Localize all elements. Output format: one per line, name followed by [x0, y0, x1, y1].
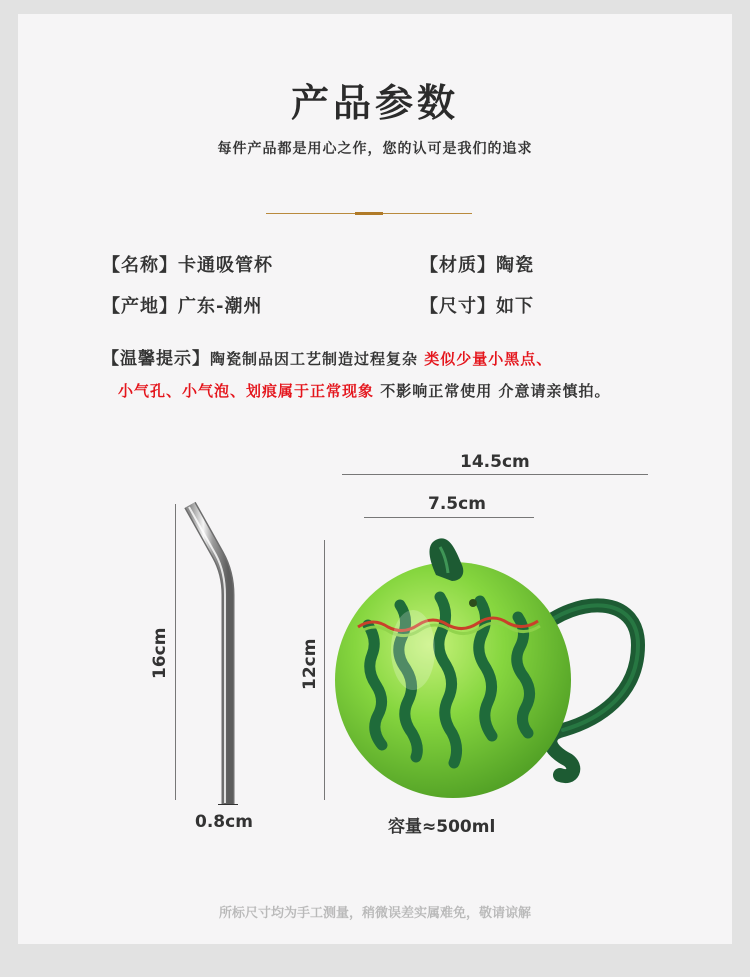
notice-red-1: 类似少量小黑点、	[424, 350, 553, 368]
notice-red-2: 小气孔、小气泡、划痕属于正常现象	[118, 382, 375, 400]
spec-size: 【尺寸】如下	[420, 296, 534, 317]
notice-line-2	[118, 380, 610, 401]
dimension-total-width: 14.5cm	[460, 452, 530, 472]
notice-text-2: 不影响正常使用 介意请亲慎拍。	[380, 382, 611, 400]
cup-height-line	[324, 540, 325, 800]
notice-label: 【温馨提示】	[102, 349, 210, 369]
straw-diameter-marker	[218, 804, 238, 805]
total-width-line	[342, 474, 648, 475]
notice-text-1: 陶瓷制品因工艺制造过程复杂	[210, 350, 419, 368]
straw-illustration	[170, 495, 260, 815]
dimension-straw-length: 16cm	[150, 627, 170, 679]
watermelon-cup-illustration	[328, 535, 658, 805]
cup-width-line	[364, 517, 534, 518]
dimension-cup-height: 12cm	[300, 638, 320, 690]
footer-note: 所标尺寸均为手工测量，稍微误差实属难免，敬请谅解	[218, 906, 531, 921]
page-subtitle: 每件产品都是用心之作，您的认可是我们的追求	[217, 141, 533, 157]
capacity-label: 容量≈500ml	[388, 817, 496, 837]
spec-origin: 【产地】广东-潮州	[102, 296, 263, 317]
notice-line-1	[102, 344, 552, 369]
dimension-cup-width: 7.5cm	[428, 494, 486, 514]
title-divider-accent	[355, 212, 383, 215]
spec-material: 【材质】陶瓷	[420, 255, 534, 276]
spec-name: 【名称】卡通吸管杯	[102, 255, 273, 276]
dimension-straw-diameter: 0.8cm	[195, 812, 253, 832]
page-title: 产品参数	[290, 81, 459, 125]
